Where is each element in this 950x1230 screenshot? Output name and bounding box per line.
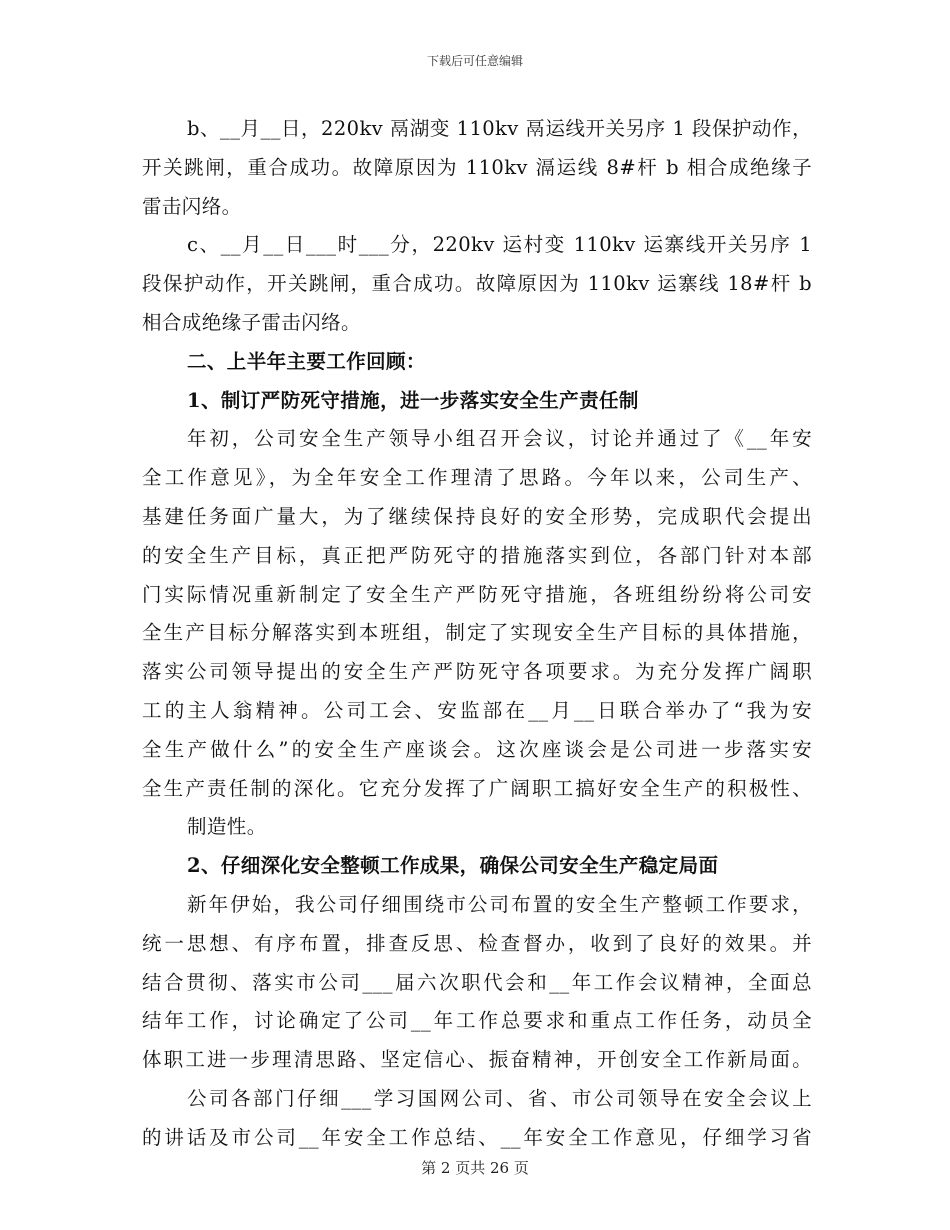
text-line: 门实际情况重新制定了安全生产严防死守措施，各班组纷纷将公司安 — [142, 582, 812, 606]
section-heading: 2、仔细深化安全整顿工作成果，确保公司安全生产稳定局面 — [187, 854, 719, 878]
text-line: 全生产做什么”的安全生产座谈会。这次座谈会是公司进一步落实安 — [142, 737, 812, 761]
text-line: 雷击闪络。 — [142, 194, 242, 218]
section-heading: 二、上半年主要工作回顾： — [187, 349, 426, 373]
text-line: 统一思想、有序布置，排查反思、检查督办，收到了良好的效果。并 — [142, 931, 812, 955]
text-line: 全生产责任制的深化。它充分发挥了广阔职工搞好安全生产的积极性、 — [142, 776, 812, 800]
text-line: 年初，公司安全生产领导小组召开会议，讨论并通过了《__年安 — [187, 427, 812, 451]
text-line: 结年工作，讨论确定了公司__年工作总要求和重点工作任务，动员全 — [142, 1009, 812, 1033]
text-line: 结合贯彻、落实市公司___届六次职代会和__年工作会议精神，全面总 — [142, 970, 812, 994]
text-line: c、__月__日___时___分，220kv 运村变 110kv 运寨线开关另序 1 — [187, 233, 812, 257]
text-line: 的安全生产目标，真正把严防死守的措施落实到位，各部门针对本部 — [142, 543, 812, 567]
text-line: 落实公司领导提出的安全生产严防死守各项要求。为充分发挥广阔职 — [142, 660, 812, 684]
text-line: b、__月__日，220kv 鬲湖变 110kv 鬲运线开关另序 1 段保护动作， — [187, 117, 812, 140]
page-footer: 第 2 页共 26 页 — [421, 1159, 529, 1177]
text-line: 制造性。 — [187, 815, 267, 839]
text-line: 体职工进一步理清思路、坚定信心、振奋精神，开创安全工作新局面。 — [142, 1048, 812, 1072]
text-line: 段保护动作，开关跳闸，重合成功。故障原因为 110kv 运寨线 18#杆 b — [142, 272, 812, 296]
text-line: 基建任务面广量大，为了继续保持良好的安全形势，完成职代会提出 — [142, 504, 812, 528]
text-line: 工的主人翁精神。公司工会、安监部在__月__日联合举办了“我为安 — [142, 698, 812, 722]
page-header: 下载后可任意编辑 — [426, 54, 523, 68]
text-line: 的讲话及市公司__年安全工作总结、__年安全工作意见，仔细学习省 — [142, 1125, 812, 1149]
text-line: 开关跳闸，重合成功。故障原因为 110kv 滆运线 8#杆 b 相合成绝缘子 — [142, 155, 812, 179]
text-line: 新年伊始，我公司仔细围绕市公司布置的安全生产整顿工作要求， — [187, 892, 812, 916]
text-line: 公司各部门仔细___学习国网公司、省、市公司领导在安全会议上 — [187, 1086, 812, 1110]
text-line: 全工作意见》，为全年安全工作理清了思路。今年以来，公司生产、 — [142, 466, 812, 490]
text-line: 全生产目标分解落实到本班组，制定了实现安全生产目标的具体措施， — [142, 621, 812, 645]
text-line: 相合成绝缘子雷击闪络。 — [142, 310, 361, 334]
section-heading: 1、制订严防死守措施，进一步落实安全生产责任制 — [187, 388, 639, 412]
document-body — [142, 110, 812, 1158]
